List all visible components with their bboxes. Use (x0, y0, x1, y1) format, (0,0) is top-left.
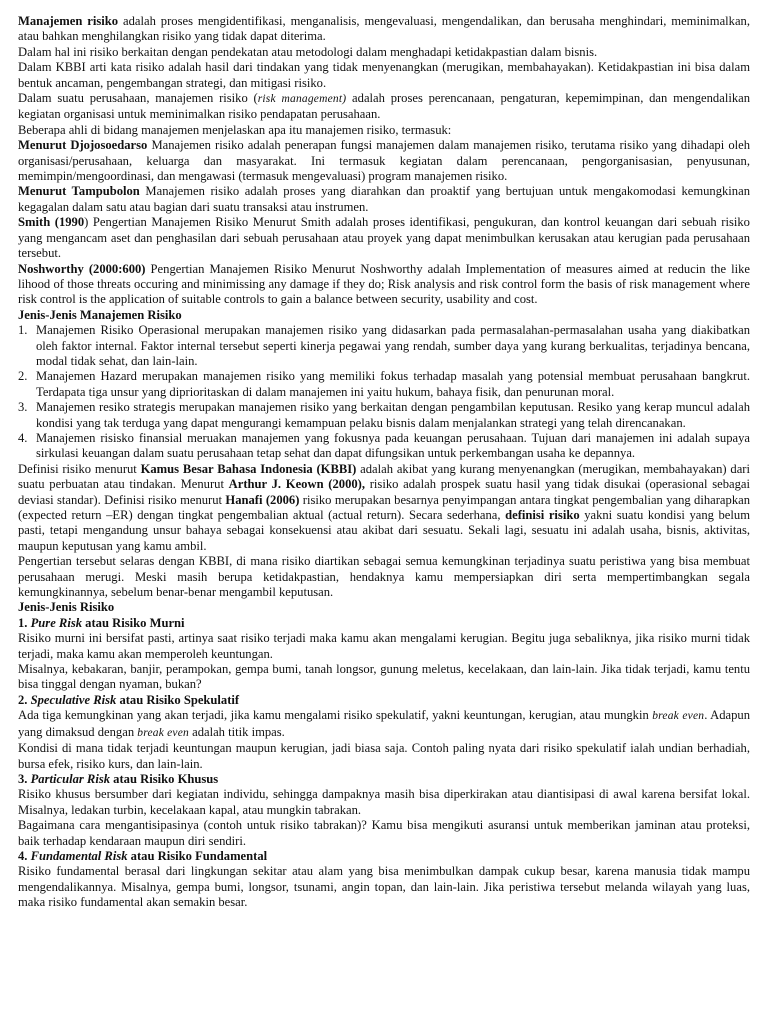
paragraph-pendekatan: Dalam hal ini risiko berkaitan dengan pendekatan atau metodologi dalam menghadapi ketidakpastian dalam bisnis. (18, 44, 598, 59)
expert-text: Manajemen risiko adalah penerapan fungsi manajemen dalam manajemen risiko, terutama risiko yang dihadapi oleh organisasi/perusahaan, keluarga dan masyarakat. Ini termasuk kegiatan dalam perencanaan, pengorganisasian, penyusunan, memimpin/mengoordinasi, dan mengawasi (termasuk mengevaluasi) program manajemen risiko. (18, 138, 751, 184)
expert-name: Smith (1990 (18, 215, 85, 230)
heading-fundamental-risk (18, 849, 750, 864)
paragraph-speculative-2: Kondisi di mana tidak terjadi keuntungan maupun kerugian, jadi biasa saja. Contoh paling nyata dari risiko spekulatif ialah undian berhadiah, bursa efek, risiko kurs, dan lain-lain. (18, 741, 750, 771)
paragraph-speculative-1 (18, 708, 750, 741)
term-risk-management: risk management) (257, 93, 347, 106)
section-title: atau Risiko Khusus (110, 771, 219, 786)
paragraph-perusahaan (18, 91, 750, 123)
term-definisi-risiko: definisi risiko (505, 508, 580, 522)
text: Ada tiga kemungkinan yang akan terjadi, jika kamu mengalami risiko spekulatif, yakni keuntungan, kerugian, atau mungkin (18, 708, 653, 723)
heading-jenis-manajemen-risiko: Jenis-Jenis Manajemen Risiko (18, 307, 182, 322)
text: adalah titik impas. (188, 724, 285, 739)
expert-name: Menurut Djojosoedarso (18, 138, 148, 153)
list-item (18, 369, 750, 400)
list-number: 2. (18, 369, 28, 384)
term-manajemen-risiko: Manajemen risiko (18, 14, 119, 28)
term-keown: Arthur J. Keown (2000), (228, 477, 366, 492)
term-break-even: break even (652, 710, 705, 723)
list-item (18, 323, 750, 369)
section-term: Particular Risk (30, 771, 111, 786)
heading-particular-risk (18, 772, 750, 787)
jenis-manajemen-list (18, 323, 750, 462)
section-term: Speculative Risk (30, 692, 117, 707)
list-text: Manajemen Risiko Operasional merupakan manajemen risiko yang didasarkan pada permasalahan-permasalahan usaha yang diakibatkan oleh faktor internal. Faktor internal tersebut seperti kinerja pegawai yang rendah, sumber daya yang kurang berkualitas, terjadinya bencana, modal tidak sehat, dan lain-lain. (36, 323, 750, 368)
section-number: 4. (18, 848, 31, 863)
paragraph-ahli: Beberapa ahli di bidang manajemen menjelaskan apa itu manajemen risiko, termasuk: (18, 122, 452, 137)
expert-text: Pengertian Manajemen Risiko Menurut Noshworthy adalah Implementation of measures aimed at reducin the like lihood of those threats occuring and minimissing any damage if they do; Risk analysis and risk control form the basis of risk management where risk control is the application of suitable controls to gain a balance between security, usability and cost. (18, 261, 750, 307)
intro-paragraph (18, 14, 750, 45)
section-number: 2. (18, 692, 31, 707)
paragraph-pengertian: Pengertian tersebut selaras dengan KBBI, di mana risiko diartikan sebagai semua kemungkinan terjadinya suatu peristiwa yang bisa membuat perusahaan merugi. Meski masih berupa ketidakpastian, hendaknya kamu mempersiapkan diri serta mempertimbangkan segala kemungkinannya, sebelum benar-benar mengambil keputusan. (18, 554, 750, 600)
paragraph-pure-2: Misalnya, kebakaran, banjir, perampokan, gempa bumi, tanah longsor, gunung meletus, kecelakaan, dan lain-lain. Jika tidak terjadi, kamu tentu bisa tinggal dengan nyaman, bukan? (18, 662, 750, 692)
section-term: Pure Risk (30, 615, 83, 630)
expert-tampubolon (18, 184, 750, 215)
paragraph-fundamental-1: Risiko fundamental berasal dari lingkungan sekitar atau alam yang bisa menimbulkan dampak cukup besar, karena manusia tidak mampu mengendalikannya. Misalnya, gempa bumi, longsor, tsunami, angin topan, dan lain-lain. Jika peristiwa tersebut melanda wilayah yang luas, maka risiko fundamental akan semakin besar. (18, 864, 750, 910)
list-item (18, 431, 750, 462)
term-hanafi: Hanafi (2006) (225, 492, 300, 507)
section-title: atau Risiko Murni (82, 615, 185, 630)
list-text: Manajemen risisko finansial meruakan manajemen yang fokusnya pada keuangan perusahaan. Tujuan dari manajemen ini adalah supaya sirkulasi keuangan dalam suatu perusahaan tetap sehat dan dapat difungsikan untuk perkembangan usaha ke depannya. (36, 430, 750, 461)
expert-text: ) Pengertian Manajemen Risiko Menurut Smith adalah proses identifikasi, pengukuran, dan kontrol keuangan dari sebuah risiko yang mengancam aset dan penghasilan dari sebuah perusahaan atau proyek yang dapat menimbulkan kerusakan atau kerugian pada perusahaan tersebut. (18, 215, 750, 261)
list-number: 1. (18, 323, 28, 338)
expert-smith (18, 215, 750, 261)
list-item (18, 400, 750, 431)
text: yakni suatu kondisi yang belum pasti, tetapi mengandung unsur bahaya sebagai konsekuensi atau akibat dari sesuatu. Sekali lagi, sesuatu ini adalah usaha, bisnis, aktivitas, maupun keputusan yang kamu ambil. (18, 508, 750, 553)
text: . Adapun yang dimaksud dengan (18, 708, 750, 739)
heading-speculative-risk (18, 693, 750, 708)
document-page (18, 14, 750, 911)
intro-text: adalah proses mengidentifikasi, menganalisis, mengevaluasi, mengendalikan, dan berusaha menghindari, meminimalkan, atau bahkan menghilangkan risiko yang tidak dapat diterima. (18, 14, 750, 44)
paragraph-particular-1: Risiko khusus bersumber dari kegiatan individu, sehingga dampaknya masih bisa diperkirakan atau diantisipasi di awal karena bersifat lokal. Misalnya, ledakan turbin, kecelakaan kapal, atau mungkin tabrakan. (18, 787, 750, 817)
expert-name: Menurut Tampubolon (18, 184, 140, 199)
text: Definisi risiko menurut (18, 461, 141, 476)
section-number: 1. (18, 615, 31, 630)
paragraph-definisi-risiko (18, 462, 750, 554)
section-title: atau Risiko Spekulatif (116, 692, 240, 707)
paragraph-particular-2: Bagaimana cara mengantisipasinya (contoh untuk risiko tabrakan)? Kamu bisa mengikuti asuransi untuk memberikan jaminan atau proteksi, baik terhadap kendaraan maupun diri sendiri. (18, 818, 750, 848)
list-number: 3. (18, 400, 28, 415)
text: risiko adalah prospek suatu hasil yang tidak disukai (operasional sebagai deviasi standar). Definisi risiko menurut (18, 477, 750, 507)
list-number: 4. (18, 430, 28, 445)
expert-text: Manajemen risiko adalah proses yang diarahkan dan proaktif yang bertujuan untuk mengakomodasi kemungkinan kegagalan dalam satu atau bagian dari suatu transaksi atau instrumen. (18, 184, 750, 214)
text: adalah akibat yang kurang menyenangkan (merugikan, membahayakan) dari suatu perbuatan atau tindakan. Menurut (18, 461, 750, 492)
paragraph-pure-1: Risiko murni ini bersifat pasti, artinya saat risiko terjadi maka kamu akan mengalami kerugian. Begitu juga sebaliknya, jika risiko murni tidak terjadi, maka kamu akan memperoleh keuntungan. (18, 631, 750, 661)
section-title: atau Risiko Fundamental (127, 848, 268, 863)
text-b: adalah proses perencanaan, pengaturan, kepemimpinan, dan mengendalikan kegiatan organisasi untuk meminimalkan risiko pendapatan perusahaan. (18, 91, 750, 122)
expert-djojosoedarso (18, 138, 750, 184)
paragraph-kbbi: Dalam KBBI arti kata risiko adalah hasil dari tindakan yang tidak menyenangkan (merugikan, membahayakan). Ketidakpastian ini bisa dalam bentuk ancaman, pengembangan strategi, dan mitigasi risiko. (18, 60, 750, 90)
section-number: 3. (18, 771, 31, 786)
heading-jenis-risiko: Jenis-Jenis Risiko (18, 600, 115, 615)
section-term: Fundamental Risk (30, 848, 128, 863)
list-text: Manajemen Hazard merupakan manajemen risiko yang memiliki fokus terhadap masalah yang potensial membuat perusahaan bangkrut. Terdapata tiga unsur yang diprioritaskan di dalam manajemen ini yaitu hukum, bahaya fisik, dan penurunan moral. (36, 369, 750, 399)
text: risiko merupakan besarnya penyimpangan antara tingkat pengembalian yang diharapkan (expected return –ER) dengan tingkat pengembalian aktual (actual return). Secara sederhana, (18, 492, 750, 522)
expert-noshworthy (18, 262, 750, 308)
text-a: Dalam suatu perusahaan, manajemen risiko ( (18, 91, 258, 106)
list-text: Manajemen resiko strategis merupakan manajemen risiko yang berkaitan dengan pengambilan keputusan. Resiko yang kerap muncul adalah kondisi yang tak terduga yang dapat mengurangi kemampuan pelaku bisnis dalam menjalankan strategi yang telah direncanakan. (36, 400, 750, 430)
term-kbbi: Kamus Besar Bahasa Indonesia (KBBI) (140, 461, 357, 476)
term-break-even: break even (137, 726, 189, 739)
heading-pure-risk (18, 616, 750, 631)
expert-name: Noshworthy (2000:600) (18, 261, 146, 276)
